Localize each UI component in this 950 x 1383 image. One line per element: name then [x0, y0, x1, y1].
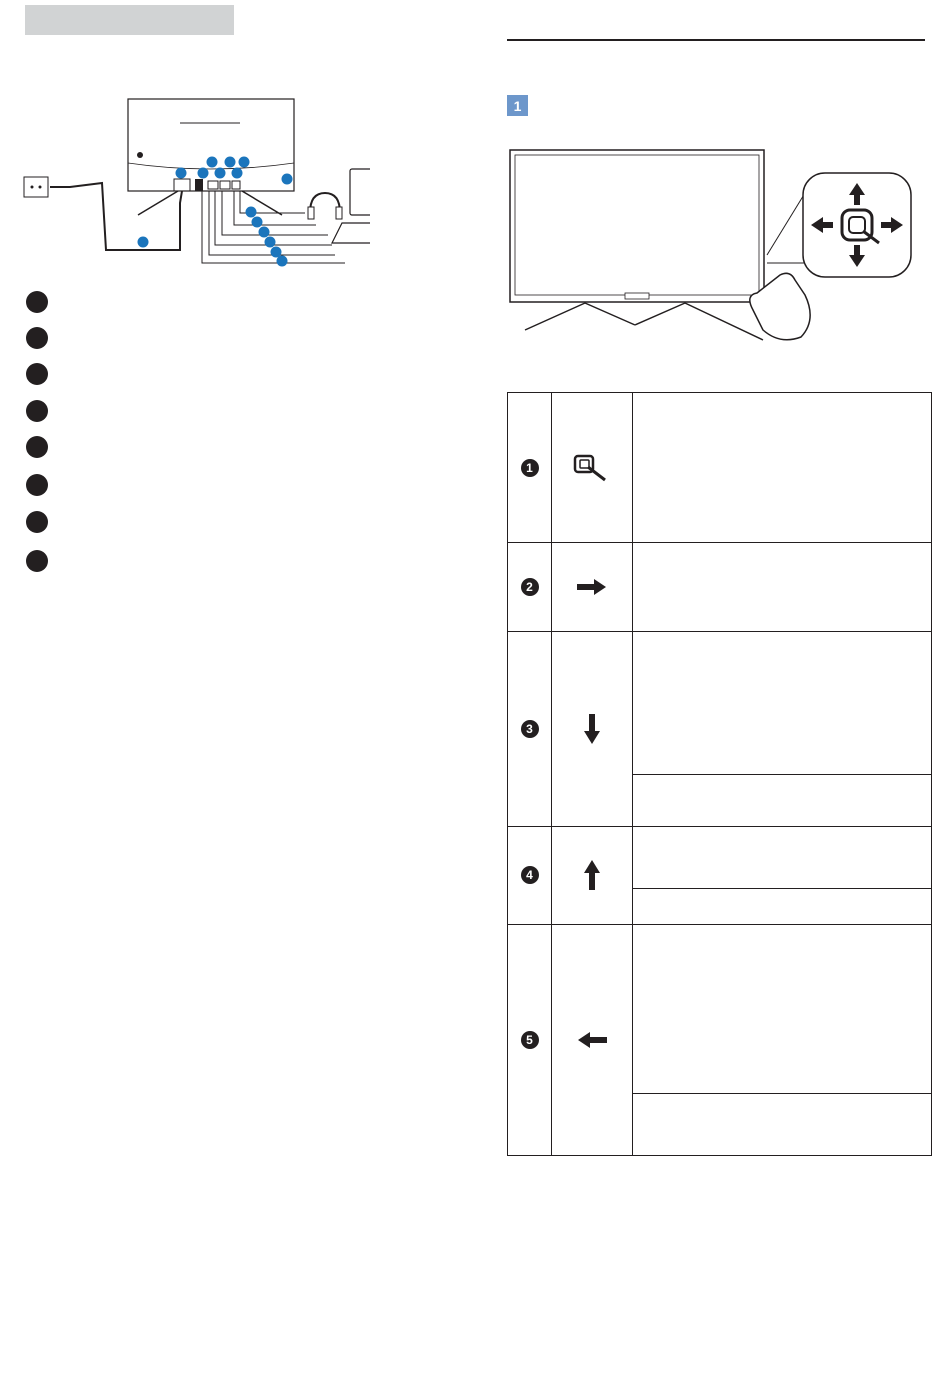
icon-cell: [552, 632, 633, 826]
row-number: 1: [521, 459, 539, 477]
description-cell: [633, 826, 932, 888]
row-number: 4: [521, 866, 539, 884]
description-cell: [633, 393, 932, 543]
list-bullet: [26, 400, 48, 422]
arrow-left-icon: [576, 1031, 608, 1049]
list-bullet: [26, 550, 48, 572]
row-number-cell: [508, 924, 552, 1155]
description-cell: [633, 543, 932, 632]
table-row: [508, 632, 932, 775]
step-number-label: 1: [513, 98, 522, 114]
row-number-cell: [508, 826, 552, 924]
header-rule: [507, 39, 925, 41]
description-cell: [633, 1093, 932, 1155]
section-header-bar: [25, 5, 234, 35]
icon-cell: [552, 543, 633, 632]
icon-cell: [552, 924, 633, 1155]
list-bullet: [26, 436, 48, 458]
table-row: [508, 924, 932, 1093]
description-cell: [633, 632, 932, 775]
description-cell: [633, 888, 932, 924]
icon-cell: [552, 393, 633, 543]
row-number-cell: [508, 543, 552, 632]
monitor-controls-diagram: [505, 145, 920, 345]
list-bullet: [26, 291, 48, 313]
step-number-box: [507, 95, 528, 116]
row-number-cell: [508, 393, 552, 543]
row-number: 2: [521, 578, 539, 596]
table-row: [508, 826, 932, 888]
list-bullet: [26, 474, 48, 496]
description-cell: [633, 775, 932, 826]
connection-diagram: [10, 95, 370, 270]
arrow-up-icon: [583, 859, 601, 891]
icon-cell: [552, 826, 633, 924]
joystick-press-icon: [572, 453, 612, 483]
key-function-table: [507, 392, 932, 1156]
row-number: 3: [521, 720, 539, 738]
table-row: [508, 393, 932, 543]
list-bullet: [26, 327, 48, 349]
description-cell: [633, 924, 932, 1093]
list-bullet: [26, 363, 48, 385]
row-number-cell: [508, 632, 552, 826]
list-bullet: [26, 511, 48, 533]
table-row: [508, 543, 932, 632]
arrow-right-icon: [576, 578, 608, 596]
arrow-down-icon: [583, 713, 601, 745]
row-number: 5: [521, 1031, 539, 1049]
